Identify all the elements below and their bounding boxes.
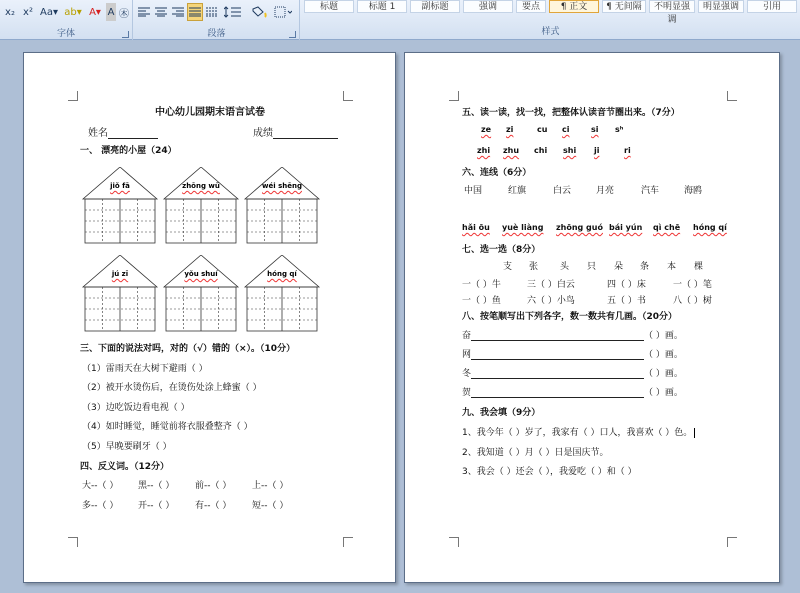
antonym-item: 多--（ ） (82, 501, 119, 511)
crop-mark (343, 537, 353, 547)
crop-mark (449, 537, 459, 547)
stroke-order-row (462, 366, 683, 379)
style-subtle-emphasis[interactable]: 不明显强调 (649, 0, 695, 13)
style-subtitle[interactable]: 副标题 (410, 0, 460, 13)
stroke-blank[interactable] (471, 340, 644, 341)
syllable: ji (594, 146, 600, 155)
font-dialog-launcher-icon[interactable] (122, 31, 129, 38)
house-pinyin: hóng qí (267, 270, 297, 278)
justify-icon (189, 7, 201, 17)
paint-bucket-icon (250, 6, 268, 18)
house-pinyin: wéi shēng (262, 182, 302, 190)
font-group (0, 0, 133, 40)
match-word: 月亮 (596, 186, 615, 196)
measure-word-option: 只 (587, 262, 597, 272)
judge-item: （3）边吃饭边看电视（ ） (82, 403, 190, 413)
highlight-button[interactable]: ab▾ (64, 6, 82, 18)
styles-group (301, 0, 800, 40)
stroke-count: （ ）画。 (644, 331, 683, 341)
syllable: chi (534, 146, 548, 155)
fill-item-text: 1、我今年（ ）岁了，我家有（ ）口人，我喜欢（ ）色。 (462, 428, 693, 438)
fill-item: 3、我会（ ）还会（ ），我爱吃（ ）和（ ） (462, 467, 637, 477)
match-word: 海鸥 (684, 186, 703, 196)
style-strong[interactable]: 要点 (516, 0, 546, 13)
style-no-spacing[interactable]: ¶ 无间隔 (602, 0, 646, 13)
section-7-heading: 七、选一选（8分） (462, 245, 541, 255)
section-6-heading: 六、连线（6分） (462, 168, 532, 178)
syllable: shi (563, 146, 577, 155)
house-5 (162, 255, 240, 333)
page-1[interactable] (23, 52, 396, 583)
match-word: 红旗 (508, 186, 527, 196)
measure-word-item: 四（ ）床 (607, 280, 646, 290)
house-outline-icon (162, 255, 240, 333)
antonym-item: 前--（ ） (195, 481, 232, 491)
page-2[interactable] (404, 52, 780, 583)
distribute-icon (206, 7, 218, 17)
house-outline-icon (81, 255, 159, 333)
section-5-heading: 五、读一读，找一找，把整体认读音节圈出来。（7分） (462, 108, 680, 118)
subscript-button[interactable]: x₂ (5, 6, 15, 18)
measure-word-option: 支 (503, 262, 513, 272)
styles-group-label: 样式 (541, 27, 560, 37)
section-1-heading: 一、 漂亮的小屋（24） (80, 146, 177, 156)
house-3 (243, 167, 321, 245)
line-spacing-icon (224, 6, 242, 18)
house-outline-icon (243, 255, 321, 333)
measure-word-option: 张 (529, 262, 539, 272)
measure-word-item: 五（ ）书 (607, 296, 646, 306)
align-left-icon (138, 7, 150, 17)
crop-mark (68, 537, 78, 547)
align-right-button[interactable] (170, 3, 186, 21)
house-pinyin: jú zī (111, 270, 129, 278)
style-emphasis[interactable]: 强调 (463, 0, 513, 13)
house-pinyin: zhōng wū (182, 182, 220, 190)
antonym-item: 短--（ ） (252, 501, 289, 511)
paragraph-dialog-launcher-icon[interactable] (289, 31, 296, 38)
syllable: cu (537, 125, 548, 134)
match-pinyin: hǎi ōu (462, 223, 490, 232)
house-pinyin: jiǒ fā (110, 182, 130, 190)
match-pinyin: bái yún (609, 223, 643, 232)
match-word: 白云 (553, 186, 572, 196)
syllable: zhi (477, 146, 491, 155)
match-word: 汽车 (641, 186, 660, 196)
stroke-blank[interactable] (471, 378, 644, 379)
antonym-item: 有--（ ） (195, 501, 232, 511)
house-2 (162, 167, 240, 245)
stroke-char: 贺 (462, 388, 472, 398)
house-6 (243, 255, 321, 333)
name-blank (108, 138, 158, 139)
stroke-order-row (462, 328, 683, 341)
antonym-item: 上--（ ） (252, 481, 289, 491)
style-heading-1[interactable]: 标题 1 (357, 0, 407, 13)
style-quote[interactable]: 引用 (747, 0, 797, 13)
syllable: sʰ (615, 125, 624, 134)
score-label: 成绩 (253, 128, 273, 139)
distribute-button[interactable] (204, 3, 220, 21)
syllable: ri (624, 146, 631, 155)
measure-word-item: 八（ ）树 (673, 296, 712, 306)
syllable: zi (506, 125, 514, 134)
measure-word-item: 一（ ）鱼 (462, 296, 501, 306)
style-normal[interactable]: ¶ 正文 (549, 0, 599, 13)
section-9-heading: 九、我会填（9分） (462, 408, 541, 418)
stroke-char: 奋 (462, 331, 472, 341)
measure-word-item: 一（ ）牛 (462, 280, 501, 290)
borders-icon (274, 6, 292, 18)
crop-mark (68, 91, 78, 101)
line-spacing-button[interactable] (222, 3, 244, 21)
align-left-button[interactable] (136, 3, 152, 21)
crop-mark (727, 91, 737, 101)
section-4-heading: 四、反义词。（12分） (80, 462, 170, 472)
stroke-char: 冬 (462, 369, 472, 379)
stroke-count: （ ）画。 (644, 369, 683, 379)
text-cursor (694, 428, 695, 438)
fill-item (462, 425, 695, 438)
measure-word-option: 头 (560, 262, 570, 272)
paragraph-group-label: 段落 (207, 29, 226, 39)
stroke-blank[interactable] (471, 359, 644, 360)
score-field (253, 124, 338, 139)
score-blank (273, 138, 338, 139)
stroke-blank[interactable] (471, 397, 644, 398)
style-intense-emphasis[interactable]: 明显强调 (698, 0, 744, 13)
justify-button[interactable] (187, 3, 203, 21)
change-case-button[interactable]: Aa▾ (40, 6, 58, 18)
measure-word-item: 一（ ）笔 (673, 280, 712, 290)
fill-item: 2、我知道（ ）月（ ）日是国庆节。 (462, 448, 609, 458)
stroke-order-row (462, 347, 683, 360)
section-8-heading: 八、按笔顺写出下列各字，数一数共有几画。（20分） (462, 312, 678, 322)
house-outline-icon (162, 167, 240, 245)
stroke-count: （ ）画。 (644, 350, 683, 360)
syllable: zhu (503, 146, 520, 155)
name-field (88, 124, 158, 139)
house-1 (81, 167, 159, 245)
stroke-count: （ ）画。 (644, 388, 683, 398)
crop-mark (727, 537, 737, 547)
char-shading-button[interactable]: A (106, 3, 116, 21)
antonym-item: 黑--（ ） (138, 481, 175, 491)
match-word: 中国 (464, 186, 483, 196)
section-3-heading: 三、下面的说法对吗，对的（√）错的（×）。（10分） (80, 344, 296, 354)
judge-item: （2）被开水烫伤后，在烫伤处涂上蜂蜜（ ） (82, 383, 262, 393)
crop-mark (343, 91, 353, 101)
enclose-char-button[interactable]: ㊍ (119, 8, 129, 20)
measure-word-option: 朵 (614, 262, 624, 272)
house-4 (81, 255, 159, 333)
judge-item: （1）雷雨天在大树下避雨（ ） (82, 364, 208, 374)
measure-word-option: 条 (640, 262, 650, 272)
align-center-button[interactable] (153, 3, 169, 21)
stroke-char: 网 (462, 350, 472, 360)
match-pinyin: qì chē (653, 223, 681, 232)
superscript-button[interactable]: x² (23, 6, 33, 18)
align-center-icon (155, 7, 167, 17)
ribbon (0, 0, 800, 40)
syllable: si (591, 125, 599, 134)
crop-mark (449, 91, 459, 101)
measure-word-option: 本 (667, 262, 677, 272)
paragraph-group (134, 0, 300, 40)
match-pinyin: yuè liàng (502, 223, 544, 232)
borders-button[interactable] (272, 3, 294, 21)
font-color-button[interactable]: A▾ (89, 6, 101, 18)
name-label: 姓名 (88, 128, 108, 139)
measure-word-item: 六（ ）小鸟 (527, 296, 575, 306)
shading-button[interactable] (248, 3, 270, 21)
stroke-order-row (462, 385, 683, 398)
syllable: ci (562, 125, 570, 134)
antonym-item: 开--（ ） (138, 501, 175, 511)
font-group-label: 字体 (56, 29, 75, 39)
judge-item: （4）如时睡觉，睡觉前将衣服叠整齐（ ） (82, 422, 253, 432)
antonym-item: 大--（ ） (82, 481, 119, 491)
match-pinyin: hóng qí (693, 223, 727, 232)
house-outline-icon (81, 167, 159, 245)
style-heading[interactable]: 标题 (304, 0, 354, 13)
house-pinyin: yǒu shuí (184, 270, 218, 278)
measure-word-option: 棵 (694, 262, 704, 272)
judge-item: （5）早晚要刷牙（ ） (82, 442, 172, 452)
match-pinyin: zhōng guó (556, 223, 603, 232)
syllable: ze (481, 125, 492, 134)
align-right-icon (172, 7, 184, 17)
house-outline-icon (243, 167, 321, 245)
page-title: 中心幼儿园期末语言试卷 (155, 107, 265, 118)
measure-word-item: 三（ ）白云 (527, 280, 575, 290)
